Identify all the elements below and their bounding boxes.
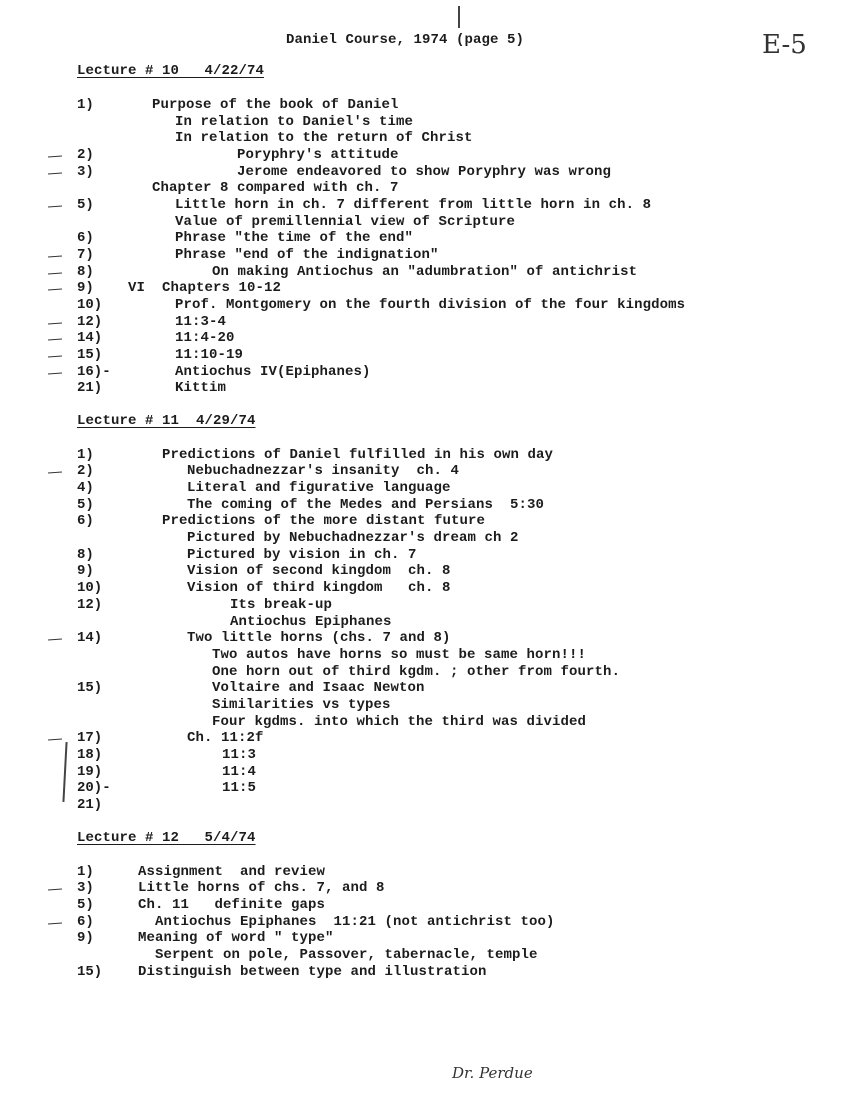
item-number: 12)	[77, 597, 103, 613]
outline-item: Ch. 11:2f	[187, 730, 264, 746]
outline-item: 11:4	[222, 764, 257, 780]
pen-tick-mark	[48, 206, 62, 208]
lecture-header: Lecture # 11 4/29/74	[77, 413, 256, 429]
pen-tick-mark	[48, 173, 62, 175]
outline-item: Literal and figurative language	[187, 480, 451, 496]
outline-item: 11:3-4	[175, 314, 227, 330]
outline-item: One horn out of third kgdm. ; other from fourth.	[212, 664, 621, 680]
pen-tick-mark	[48, 356, 62, 358]
outline-item: Chapter 8 compared with ch. 7	[152, 180, 399, 196]
item-number: 8)	[77, 547, 94, 563]
outline-item: Phrase "end of the indignation"	[175, 247, 439, 263]
item-number: 9)	[77, 280, 94, 296]
pen-tick-mark	[48, 472, 62, 474]
document-title: Daniel Course, 1974 (page 5)	[286, 32, 525, 48]
outline-item: Kittim	[175, 380, 227, 396]
outline-item: Voltaire and Isaac Newton	[212, 680, 425, 696]
lecture-header: Lecture # 10 4/22/74	[77, 63, 265, 79]
outline-item: Similarities vs types	[212, 697, 391, 713]
item-number: 10)	[77, 297, 103, 313]
outline-item: Vision of third kingdom ch. 8	[187, 580, 451, 596]
lecture-header: Lecture # 12 5/4/74	[77, 830, 256, 846]
item-number: 10)	[77, 580, 103, 596]
outline-item: Nebuchadnezzar's insanity ch. 4	[187, 463, 460, 479]
item-number: 5)	[77, 497, 94, 513]
pen-tick-mark	[48, 289, 62, 291]
outline-item: Four kgdms. into which the third was divided	[212, 714, 587, 730]
item-number: 6)	[77, 914, 94, 930]
pen-tick-mark	[48, 889, 62, 891]
item-number: 6)	[77, 513, 94, 529]
outline-item: Predictions of the more distant future	[162, 513, 486, 529]
item-number: 1)	[77, 447, 94, 463]
outline-item: Antiochus Epiphanes	[230, 614, 392, 630]
pen-tick-mark	[48, 256, 62, 258]
item-number: 12)	[77, 314, 103, 330]
item-number: 15)	[77, 347, 103, 363]
outline-item: Little horn in ch. 7 different from little horn in ch. 8	[175, 197, 652, 213]
item-number: 9)	[77, 930, 94, 946]
outline-item: 11:5	[222, 780, 257, 796]
outline-item: Its break-up	[230, 597, 333, 613]
item-number: 20)-	[77, 780, 111, 796]
outline-item: Little horns of chs. 7, and 8	[138, 880, 385, 896]
item-number: 15)	[77, 964, 103, 980]
outline-item: The coming of the Medes and Persians 5:30	[187, 497, 545, 513]
item-number: 18)	[77, 747, 103, 763]
item-number: 16)-	[77, 364, 111, 380]
signature: Dr. Perdue	[452, 1064, 533, 1082]
outline-item: Phrase "the time of the end"	[175, 230, 414, 246]
item-number: 14)	[77, 630, 103, 646]
outline-item: Poryphry's attitude	[237, 147, 399, 163]
outline-item: Serpent on pole, Passover, tabernacle, temple	[155, 947, 538, 963]
outline-item: Value of premillennial view of Scripture	[175, 214, 516, 230]
outline-item: Two little horns (chs. 7 and 8)	[187, 630, 451, 646]
item-number: 2)	[77, 463, 94, 479]
bracket-mark	[62, 742, 67, 802]
item-number: 7)	[77, 247, 94, 263]
item-number: 21)	[77, 380, 103, 396]
outline-item: Pictured by Nebuchadnezzar's dream ch 2	[187, 530, 519, 546]
page-code-handwritten: E-5	[762, 30, 807, 60]
pen-tick-mark	[48, 323, 62, 325]
pen-tick-mark	[48, 639, 62, 641]
outline-item: On making Antiochus an "adumbration" of antichrist	[212, 264, 638, 280]
outline-item: 11:3	[222, 747, 257, 763]
item-number: 6)	[77, 230, 94, 246]
item-number: 1)	[77, 97, 94, 113]
outline-item: Vision of second kingdom ch. 8	[187, 563, 451, 579]
outline-item: Antiochus Epiphanes 11:21 (not antichrist too)	[155, 914, 555, 930]
outline-item: Antiochus IV(Epiphanes)	[175, 364, 371, 380]
outline-item: 11:10-19	[175, 347, 244, 363]
outline-item: In relation to the return of Christ	[175, 130, 473, 146]
pen-tick-mark	[48, 739, 62, 741]
item-number: 19)	[77, 764, 103, 780]
outline-item: 11:4-20	[175, 330, 235, 346]
outline-item: VI Chapters 10-12	[128, 280, 282, 296]
outline-item: Meaning of word " type"	[138, 930, 334, 946]
pen-tick-mark	[48, 273, 62, 275]
item-number: 21)	[77, 797, 103, 813]
item-number: 8)	[77, 264, 94, 280]
item-number: 3)	[77, 880, 94, 896]
item-number: 1)	[77, 864, 94, 880]
outline-item: In relation to Daniel's time	[175, 114, 414, 130]
item-number: 5)	[77, 897, 94, 913]
outline-item: Two autos have horns so must be same horn!!!	[212, 647, 587, 663]
item-number: 2)	[77, 147, 94, 163]
pen-tick-mark	[48, 156, 62, 158]
pen-mark	[458, 6, 460, 28]
pen-tick-mark	[48, 923, 62, 925]
item-number: 4)	[77, 480, 94, 496]
outline-item: Ch. 11 definite gaps	[138, 897, 326, 913]
pen-tick-mark	[48, 373, 62, 375]
item-number: 9)	[77, 563, 94, 579]
item-number: 14)	[77, 330, 103, 346]
outline-item: Predictions of Daniel fulfilled in his own day	[162, 447, 554, 463]
item-number: 3)	[77, 164, 94, 180]
outline-item: Distinguish between type and illustration	[138, 964, 487, 980]
outline-item: Pictured by vision in ch. 7	[187, 547, 417, 563]
pen-tick-mark	[48, 339, 62, 341]
outline-item: Prof. Montgomery on the fourth division of the four kingdoms	[175, 297, 686, 313]
item-number: 17)	[77, 730, 103, 746]
outline-item: Assignment and review	[138, 864, 326, 880]
outline-item: Jerome endeavored to show Poryphry was wrong	[237, 164, 612, 180]
item-number: 15)	[77, 680, 103, 696]
outline-item: Purpose of the book of Daniel	[152, 97, 399, 113]
item-number: 5)	[77, 197, 94, 213]
